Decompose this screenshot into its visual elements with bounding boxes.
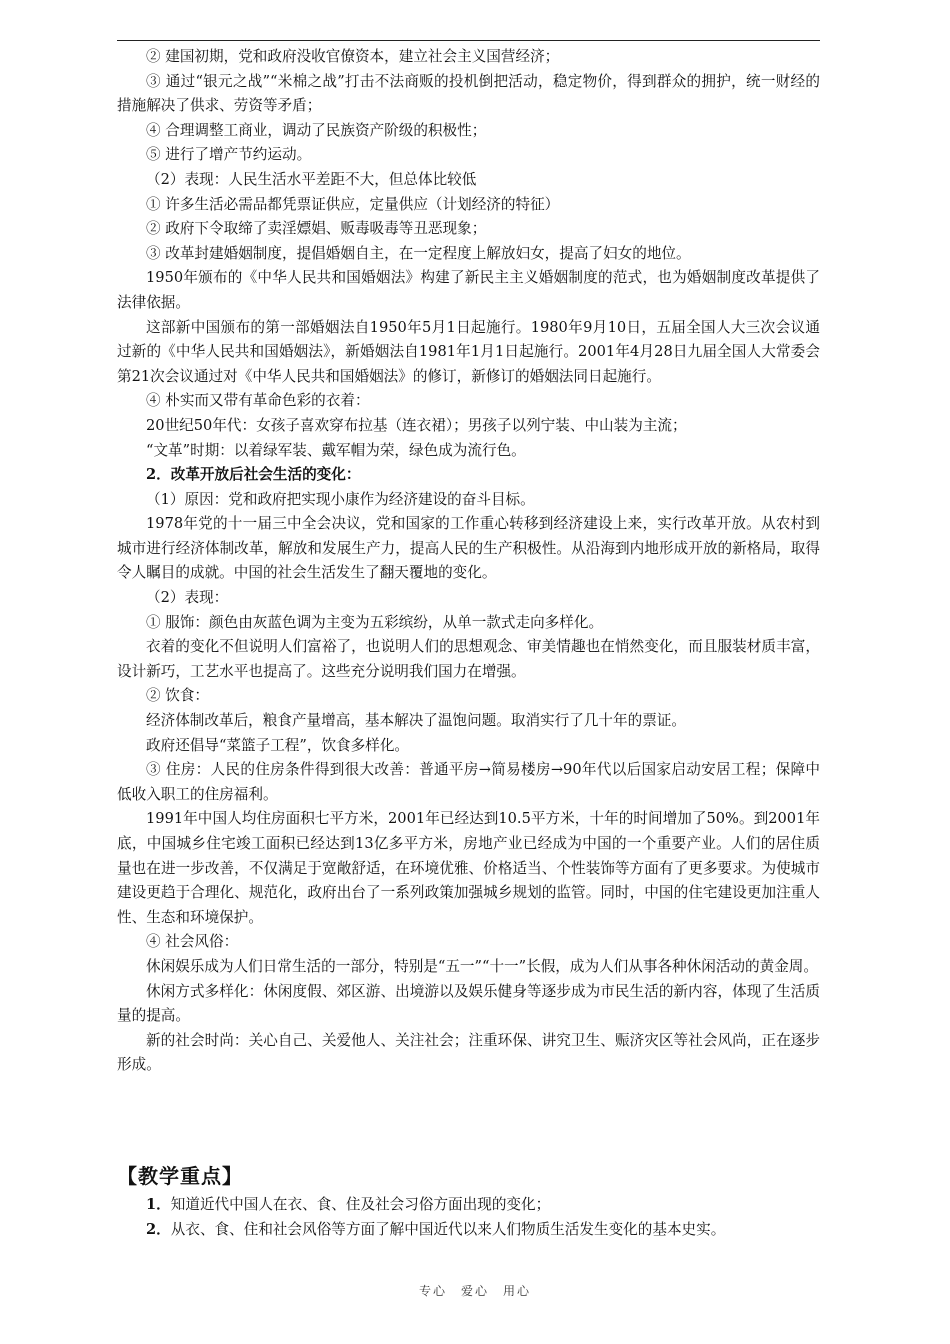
- paragraph: ③ 通过“银元之战”“米棉之战”打击不法商贩的投机倒把活动，稳定物价，得到群众的拥护，统一财经的措施解决了供求、劳资等矛盾；: [117, 72, 820, 115]
- paragraph: 经济体制改革后，粮食产量增高，基本解决了温饱问题。取消实行了几十年的票证。: [146, 712, 686, 730]
- paragraph: 这部新中国颁布的第一部婚姻法自1950年5月1日起施行。1980年9月10日，五届全国人大三次会议通过新的《中华人民共和国婚姻法》，新婚姻法自1981年1月1日起施行。2001年4月28日九届全国人大常委会第21次会议通过对《中华人民共和国婚姻法》的修订，新修订的婚姻法同日起施行。: [117, 318, 820, 385]
- paragraph: （1）原因：党和政府把实现小康作为经济建设的奋斗目标。: [146, 490, 535, 508]
- key-point-item: [117, 1217, 820, 1242]
- page-footer: 专心 爱心 用心: [418, 1284, 531, 1298]
- paragraph: 1991年中国人均住房面积七平方米，2001年已经达到10.5平方米，十年的时间增加了50%。到2001年底，中国城乡住宅竣工面积已经达到13亿多平方米，房地产业已经成为中国的一个重要产业。人们的居住质量也在进一步改善，不仅满足于宽敞舒适，在环境优雅、价格适当、个性装饰等方面有了更多要求。为使城市建设更趋于合理化、规范化，政府出台了一系列政策加强城乡规划的监管。同时，中国的住宅建设更加注重人性、生态和环境保护。: [117, 810, 820, 926]
- key-point-number: 2．: [146, 1221, 171, 1238]
- key-point-item: [117, 1192, 820, 1217]
- key-point-text: 从衣、食、住和社会风俗等方面了解中国近代以来人们物质生活发生变化的基本史实。: [170, 1221, 726, 1238]
- paragraph: 1978年党的十一届三中全会决议，党和国家的工作重心转移到经济建设上来，实行改革开放。从农村到城市进行经济体制改革，解放和发展生产力，提高人民的生产积极性。从沿海到内地形成开放的新格局，取得令人瞩目的成就。中国的社会生活发生了翻天覆地的变化。: [117, 515, 820, 582]
- document-body: [117, 45, 820, 1078]
- paragraph: 2．改革开放后社会生活的变化：: [146, 466, 361, 484]
- paragraph: 休闲方式多样化：休闲度假、郊区游、出境游以及娱乐健身等逐步成为市民生活的新内容，体现了生活质量的提高。: [117, 982, 820, 1025]
- paragraph: ③ 住房：人民的住房条件得到很大改善：普通平房→简易楼房→90年代以后国家启动安居工程；保障中低收入职工的住房福利。: [117, 761, 820, 803]
- paragraph: 新的社会时尚：关心自己、关爱他人、关注社会；注重环保、讲究卫生、赈济灾区等社会风尚，正在逐步形成。: [117, 1031, 820, 1074]
- paragraph: ③ 改革封建婚姻制度，提倡婚姻自主，在一定程度上解放妇女，提高了妇女的地位。: [146, 244, 691, 262]
- paragraph: （2）表现：人民生活水平差距不大，但总体比较低: [146, 170, 477, 188]
- paragraph: ④ 社会风俗：: [146, 933, 239, 951]
- paragraph: ⑤ 进行了增产节约运动。: [146, 146, 312, 164]
- key-point-number: 1．: [146, 1196, 171, 1213]
- paragraph: ④ 朴实而又带有革命色彩的衣着：: [146, 392, 370, 410]
- section-title: 【教学重点】: [117, 1164, 243, 1188]
- paragraph: 1950年颁布的《中华人民共和国婚姻法》构建了新民主主义婚姻制度的范式，也为婚姻制度改革提供了法律依据。: [117, 269, 820, 311]
- paragraph: ① 许多生活必需品都凭票证供应，定量供应（计划经济的特征）: [146, 195, 560, 213]
- paragraph: ② 建国初期，党和政府没收官僚资本，建立社会主义国营经济；: [146, 48, 560, 65]
- paragraph: 休闲娱乐成为人们日常生活的一部分，特别是“五一”“十一”长假，成为人们从事各种休闲活动的黄金周。: [146, 957, 818, 975]
- paragraph: “文革”时期：以着绿军装、戴军帽为荣，绿色成为流行色。: [146, 441, 526, 459]
- paragraph: ② 饮食：: [146, 687, 210, 705]
- paragraph: ④ 合理调整工商业，调动了民族资产阶级的积极性；: [146, 121, 487, 139]
- key-point-text: 知道近代中国人在衣、食、住及社会习俗方面出现的变化；: [170, 1196, 551, 1213]
- header-rule: [117, 40, 820, 41]
- paragraph: ② 政府下令取缔了卖淫嫖娼、贩毒吸毒等丑恶现象；: [146, 220, 487, 238]
- paragraph: ① 服饰：颜色由灰蓝色调为主变为五彩缤纷，从单一款式走向多样化。: [146, 613, 604, 631]
- key-points-list: [117, 1192, 820, 1242]
- paragraph: 政府还倡导“菜篮子工程”，饮食多样化。: [146, 736, 410, 754]
- paragraph: （2）表现：: [146, 589, 229, 607]
- paragraph: 衣着的变化不但说明人们富裕了，也说明人们的思想观念、审美情趣也在悄然变化，而且服装材质丰富，设计新巧，工艺水平也提高了。这些充分说明我们国力在增强。: [117, 638, 820, 680]
- paragraph: 20世纪50年代：女孩子喜欢穿布拉基（连衣裙）；男孩子以列宁装、中山装为主流；: [146, 416, 687, 434]
